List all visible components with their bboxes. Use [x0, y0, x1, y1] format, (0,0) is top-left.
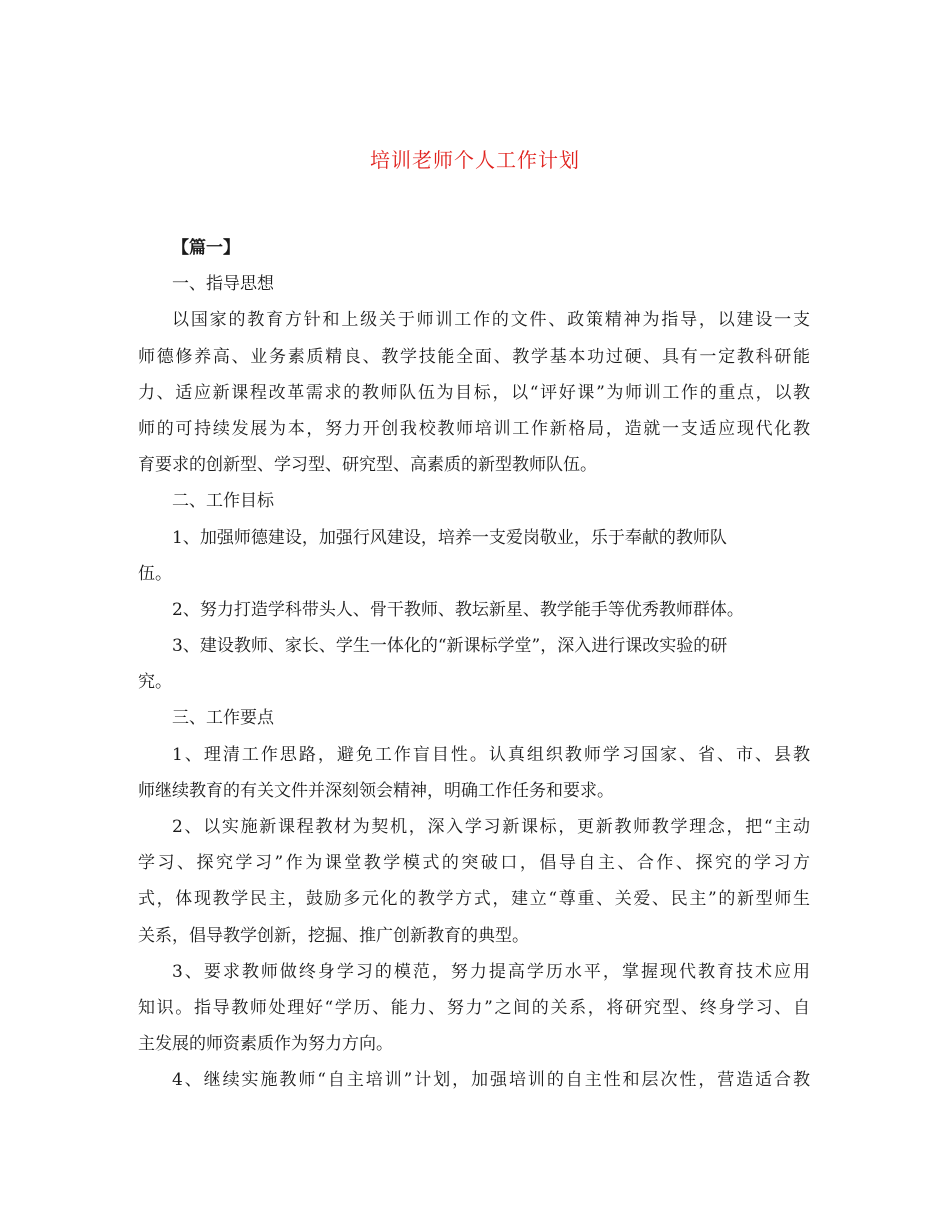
paragraph-line: 1、加强师德建设，加强行风建设，培养一支爱岗敬业，乐于奉献的教师队	[172, 527, 727, 548]
paragraph-line: 以国家的教育方针和上级关于师训工作的文件、政策精神为指导，以建设一支	[172, 310, 810, 331]
paragraph-line: 力、适应新课程改革需求的教师队伍为目标，以“评好课”为师训工作的重点，以教	[138, 382, 810, 403]
heading-work-points: 三、工作要点	[172, 708, 274, 729]
section-label: 【篇一】	[172, 238, 240, 258]
paragraph-line: 2、努力打造学科带头人、骨干教师、教坛新星、教学能手等优秀教师群体。	[172, 599, 744, 620]
paragraph-line: 伍。	[138, 563, 172, 584]
paragraph-line: 师的可持续发展为本，努力开创我校教师培训工作新格局，造就一支适应现代化教	[138, 418, 810, 439]
heading-work-goals: 二、工作目标	[172, 491, 274, 512]
paragraph-line: 师德修养高、业务素质精良、教学技能全面、教学基本功过硬、具有一定教科研能	[138, 346, 810, 367]
paragraph-line: 式，体现教学民主，鼓励多元化的教学方式，建立“尊重、关爱、民主”的新型师生	[138, 889, 810, 910]
paragraph-line: 2、以实施新课程教材为契机，深入学习新课标，更新教师教学理念，把“主动	[172, 817, 810, 837]
paragraph-line: 育要求的创新型、学习型、研究型、高素质的新型教师队伍。	[138, 455, 597, 476]
paragraph-line: 3、要求教师做终身学习的模范，努力提高学历水平，掌握现代教育技术应用	[172, 961, 810, 982]
paragraph-line: 究。	[138, 672, 172, 693]
paragraph-line: 4、继续实施教师“自主培训”计划，加强培训的自主性和层次性，营造适合教	[172, 1070, 810, 1091]
heading-guiding-ideology: 一、指导思想	[172, 274, 274, 295]
paragraph-line: 知识。指导教师处理好“学历、能力、努力”之间的关系，将研究型、终身学习、自	[138, 997, 810, 1018]
paragraph-line: 主发展的师资素质作为努力方向。	[138, 1034, 393, 1055]
paragraph-line: 3、建设教师、家长、学生一体化的“新课标学堂”，深入进行课改实验的研	[172, 636, 728, 657]
paragraph-line: 1、理清工作思路，避免工作盲目性。认真组织教师学习国家、省、市、县教	[172, 744, 810, 765]
paragraph-line: 关系，倡导教学创新，挖掘、推广创新教育的典型。	[138, 925, 529, 946]
document-body	[138, 230, 810, 1099]
paragraph-line: 学习、探究学习”作为课堂教学模式的突破口，倡导自主、合作、探究的学习方	[138, 853, 810, 874]
paragraph-line: 师继续教育的有关文件并深刻领会精神，明确工作任务和要求。	[138, 780, 614, 801]
document-title: 培训老师个人工作计划	[370, 148, 580, 172]
